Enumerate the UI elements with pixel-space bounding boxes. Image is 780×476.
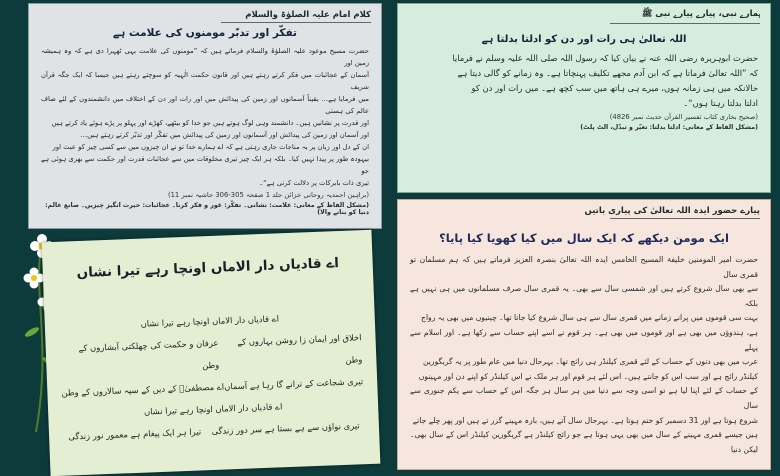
poem-hemistich: اے مصطفیٰؐ کے دیں کے سپہ سالاروں کے وطن — [61, 381, 225, 398]
quote-glossary: (مشکل الفاظ کے معانی: علامت: نشانی۔ تفکّر: غور و فکر کرنا۔ عجائبات: حیرت انگیز چیزیں۔ صانع عالم: دنیا کو بنانے والا) — [45, 202, 369, 216]
sayings-title: ایک مومن دیکھے کہ ایک سال میں کیا کھویا کیا پایا؟ — [439, 231, 729, 245]
quote-line: اور قدرت پر نشانیں ہیں۔ دانشمند وہی لوگ ہوتے ہیں جو خدا کو بیٹھے، کھڑے اور پہلو پر پڑے ہوئے یاد کرتے ہیں — [51, 119, 369, 127]
quote-line: بیہودہ طور پر پیدا نہیں کیا۔ بلکہ ہر ایک چیز تیری مخلوقات میں سے عجائبات قدرت اور حکمت سے بھری ہوئی ہے جو — [41, 155, 369, 175]
quote-line: حضرت مسیح موعود علیہ الصلوٰۃ والسلام فرماتے ہیں کہ ”مومنوں کی علامت یہی ٹھہرا دی ہے کہ وہ ہمیشہ زمین اور — [41, 47, 369, 67]
header-divider — [610, 23, 760, 24]
sayings-line: ہے، ہندوؤں میں بھی ہے اور قوموں میں بھی ہے۔ ہر قوم نے اسے اپنے حساب سے رکھا ہے۔ اور اسلام سے پہلے — [410, 327, 758, 352]
quote-header: کلام امام علیہ الصلوٰۃ والسلام — [245, 10, 371, 20]
sayings-body — [398, 253, 770, 457]
poem-refrain: اے قادیاں دار الاماں اونچا رہے تیرا نشاں — [140, 313, 280, 329]
poem-title: اے قادیاں دار الاماں اونچا رہے تیرا نشاں — [76, 255, 340, 282]
imam-quote-panel — [28, 3, 382, 229]
quote-line: میں فرمایا ہے… یقیناً آسمانوں اور زمین کی پیدائش میں اور رات اور دن کے اختلاف میں دانشمندوں کے لئے صاف عالم کی ہستی — [41, 95, 369, 115]
sayings-line: سے بھی سال شروع کرتے ہیں اور شمسی سال سے بھی۔ یہ قمری سال صرف مسلمانوں میں ہی نہیں ہے بلکہ — [410, 284, 758, 308]
huzoor-sayings-panel — [397, 199, 771, 470]
hadith-line: حضرت ابوہریرہ رضی اللہ عنہ نے بیان کیا کہ رسول اللہ صلی اللہ علیہ وسلم نے فرمایا — [452, 53, 758, 63]
quote-reference: (براہین احمدیہ روحانی خزائن جلد 1 صفحہ 305-306 حاشیہ نمبر 11) — [167, 191, 369, 199]
poem-hemistich: اخلاق اور ایمان زا روشن بہاروں کے وطن — [237, 332, 363, 365]
hadith-reference: (صحیح بخاری کتاب تفسیر القرآن حدیث نمبر 4826) — [609, 113, 758, 121]
poem-hemistich: تیرا ہر ایک پیغام ہے معمور نور زندگی — [68, 426, 202, 442]
quote-body — [29, 45, 381, 189]
hadith-line: کہ ”اللہ تعالیٰ فرماتا ہے کہ ابن آدم مجھے تکلیف پہنچاتا ہے۔ وہ زمانے کو گالی دیتا ہے — [457, 68, 758, 78]
poem-hemistich: تیری شجاعت کے ترانے گا رہا ہے آسماں — [223, 376, 364, 392]
hadith-line: ادلتا بدلتا رہتا ہوں“۔ — [683, 98, 758, 108]
hadith-panel — [397, 3, 771, 193]
poem-panel — [42, 230, 381, 476]
sayings-line: کے حساب کے لئے اپنا لیا ہے تو اسی وجہ سے دنیا میں ہر سال ہر جگہ اس کے حساب سے یکم جنوری سے سال — [410, 386, 758, 410]
sayings-line: ہیں جیسے قمری مہینے کے سال میں بھی یہی ہوتا ہے جو رائج کیلنڈر ہے گریگورین کیلنڈر اس کے سال بھی۔ لیکن دنیا — [410, 430, 758, 454]
sayings-line: شروع ہوتا ہے اور 31 دسمبر کو ختم ہوتا ہے۔ بہرحال سال آتے ہیں، بارہ مہینے گزر تے ہیں اور پھر چلے جاتے — [412, 415, 758, 425]
quote-line: ان کے دل اور زبان پر یہ مناجات جاری رہتی ہے کہ اے ہمارے خدا تو نے ان چیزوں میں سے کسی چیز کو عبث اور — [52, 143, 369, 151]
sayings-header: پیارے حضور ایدہ اللہ تعالیٰ کی پیاری باتیں — [584, 206, 760, 216]
header-divider — [221, 22, 371, 23]
poem-hemistich: عرفان و حکمت کی چھلکتی آبشاروں کے وطن — [78, 337, 220, 371]
hadith-title: اللہ تعالیٰ ہی رات اور دن کو ادلتا بدلتا ہے — [481, 34, 687, 45]
quote-line: تیری ذات بابرکات پر دلالت کرتی ہے“۔ — [259, 179, 369, 187]
hadith-header: ہمارے نبی، پیارے پیارے نبی ﷺ — [641, 9, 760, 19]
poem-refrain: اے قادیاں دار الاماں اونچا رہے تیرا نشاں — [143, 401, 283, 417]
sayings-line: حضرت امیر المومنین خلیفۃ المسیح الخامس ایدہ اللہ تعالیٰ بنصرہ العزیز فرماتے ہیں کہ ہم مسلمان تو قمری سال — [410, 255, 758, 279]
quote-title: تفکّر اور تدبّر مومنوں کی علامت ہے — [113, 27, 297, 39]
hadith-body — [398, 51, 770, 111]
header-divider — [610, 218, 760, 219]
hadith-glossary: (مشکل الفاظ کے معانی: ادلتا بدلتا: تغیّر و تبدّل، الٹ پلٹ) — [580, 124, 758, 131]
quote-line: آسمان کے عجائبات میں فکر کرتے رہتے ہیں اور قانون حکمت الٰہیہ کو سوچتے رہتے ہیں جیسا کہ ایک جگہ قرآن شریف — [41, 71, 369, 91]
poem-hemistich: تیری نواؤں سے ہے بستا ہے سر دور زندگی — [211, 420, 360, 437]
quote-line: اور آسمان اور زمین کی پیدائش اور آسمانوں اور زمین کی پیدائش میں تفکّر اور تدبّر کرتے رہتے ہیں… — [80, 131, 369, 139]
sayings-line: بہت سی قوموں میں پرانے زمانے میں قمری سال سے ہی سال شروع کیا جاتا تھا۔ چینیوں میں بھی یہ رواج — [421, 313, 758, 323]
sayings-line: کیلنڈر رائج ہے اور سب اس کو جانتے ہیں۔ اس لئے ہر قوم اور ہر ملک نے اس کیلنڈر کو اپنے دن اور مہینوں — [418, 371, 758, 381]
sayings-line: عرب میں بھی دنوں کے حساب کے لئے قمری کیلنڈر ہی رائج تھا۔ بہرحال دنیا میں عام طور پر یہ گریگورین — [423, 357, 758, 367]
hadith-line: حالانکہ میں ہی زمانہ ہوں، میرے ہی ہاتھ میں سب کچھ ہے۔ میں رات اور دن کو — [471, 83, 758, 93]
